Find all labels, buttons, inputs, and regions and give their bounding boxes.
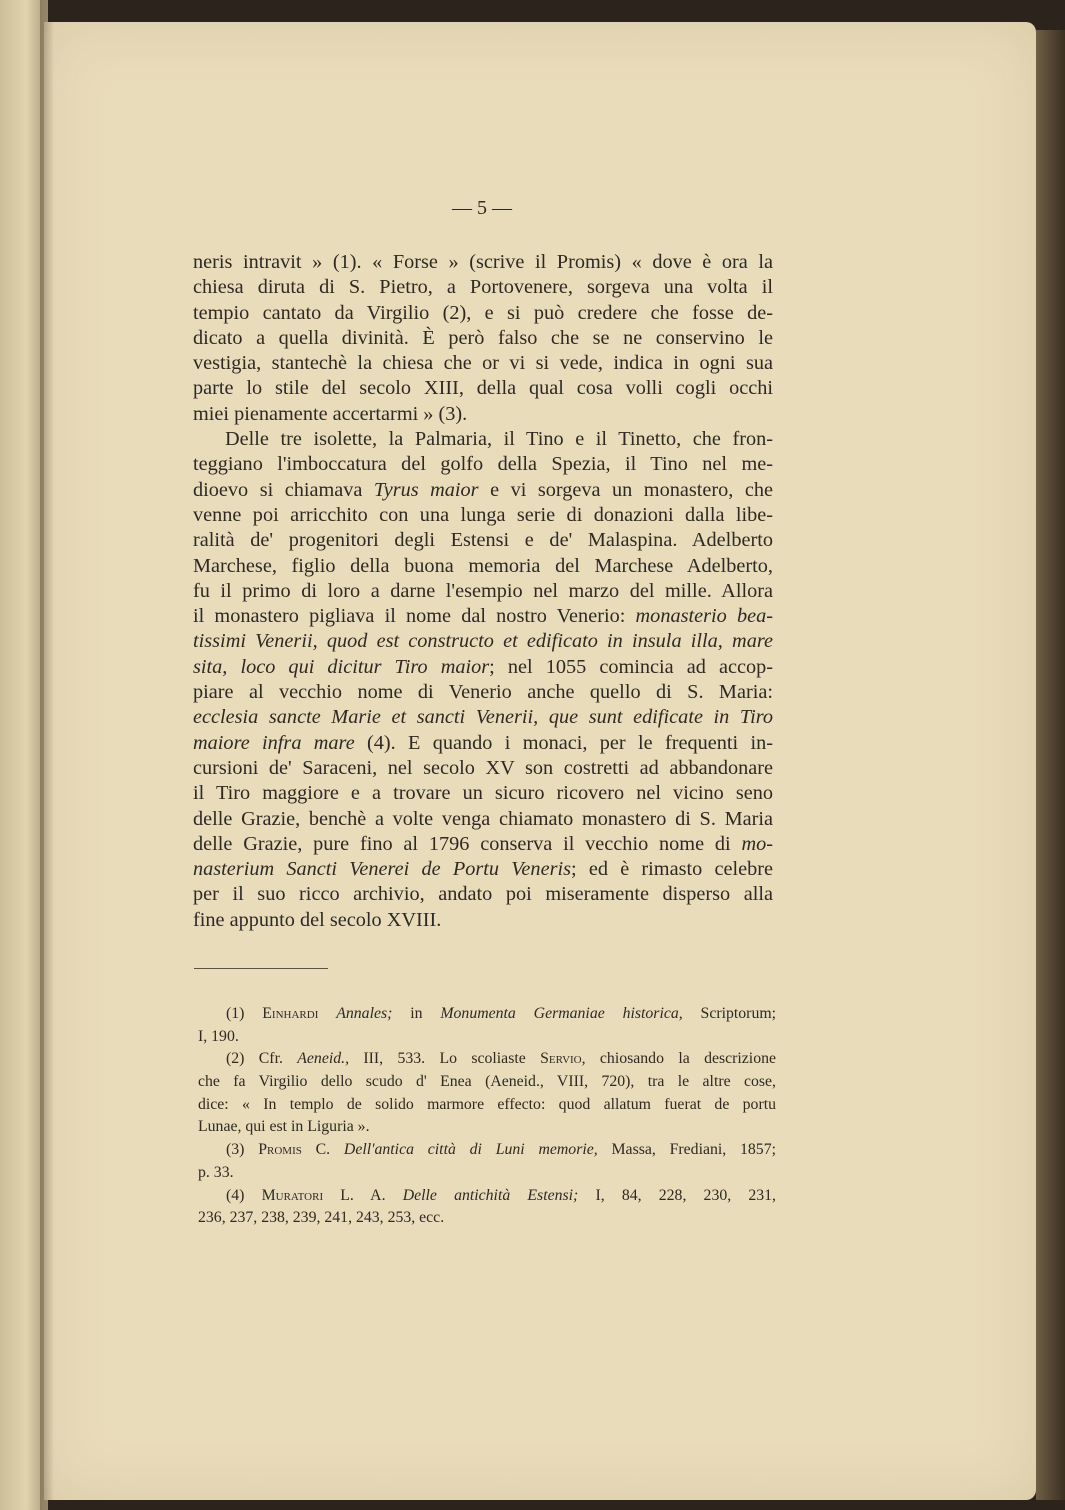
footnotes [198, 1003, 776, 1230]
body-line: dioevo si chiamava Tyrus maior e vi sorgeva un monastero, che [193, 478, 774, 501]
body-line: Delle tre isolette, la Palmaria, il Tino e il Tinetto, che fron- [225, 428, 773, 451]
footnote-3-cont: p. 33. [198, 1163, 234, 1181]
footnote-4: (4) Muratori L. A. Delle antichità Estensi; I, 84, 228, 230, 231, [226, 1186, 777, 1204]
body-line: teggiano l'imboccatura del golfo della Spezia, il Tino nel me- [193, 453, 773, 476]
body-line: tissimi Venerii, quod est constructo et edificato in insula illa, mare [193, 630, 773, 653]
body-line: piare al vecchio nome di Venerio anche quello di S. Maria: [193, 681, 773, 704]
body-line: per il suo ricco archivio, andato poi miseramente disperso alla [193, 883, 773, 906]
body-line: dicato a quella divinità. È però falso che se ne conservino le [193, 326, 773, 349]
body-line: parte lo stile del secolo XIII, della qual cosa volli cogli occhi [193, 377, 773, 400]
body-text [193, 250, 773, 933]
body-line: miei pienamente accertarmi » (3). [193, 402, 468, 425]
body-line: ralità de' progenitori degli Estensi e de' Malaspina. Adelberto [193, 529, 773, 552]
body-line: Marchese, figlio della buona memoria del Marchese Adelberto, [193, 554, 773, 577]
body-line: cursioni de' Saraceni, nel secolo XV son costretti ad abbandonare [193, 756, 773, 779]
body-line: il Tiro maggiore e a trovare un sicuro ricovero nel vicino seno [193, 782, 773, 805]
body-line: delle Grazie, benchè a volte venga chiamato monastero di S. Maria [193, 807, 773, 830]
body-line: maiore infra mare (4). E quando i monaci, per le frequenti in- [193, 731, 773, 754]
footnote-2-cont: Lunae, qui est in Liguria ». [198, 1118, 370, 1136]
body-line: fu il primo di loro a darne l'esempio nel marzo del mille. Allora [193, 579, 773, 602]
body-line: vestigia, stantechè la chiesa che or vi si vede, indica in ogni sua [193, 352, 773, 375]
footnote-4-cont: 236, 237, 238, 239, 241, 243, 253, ecc. [198, 1209, 445, 1227]
page-outer-edge [1036, 30, 1065, 1500]
footnote-2: (2) Cfr. Aeneid., III, 533. Lo scoliaste Servio, chiosando la descrizione [226, 1050, 777, 1068]
footnote-separator [194, 968, 328, 969]
footnote-1-cont: I, 190. [198, 1027, 239, 1045]
body-line: neris intravit » (1). « Forse » (scrive il Promis) « dove è ora la [193, 251, 773, 273]
body-line: chiesa diruta di S. Pietro, a Portovenere, sorgeva una volta il [193, 276, 773, 299]
body-line: sita, loco qui dicitur Tiro maior; nel 1055 comincia ad accop- [193, 655, 774, 678]
body-line: delle Grazie, pure fino al 1796 conserva il vecchio nome di mo- [193, 832, 773, 855]
body-line: nasterium Sancti Venerei de Portu Veneris; ed è rimasto celebre [193, 858, 773, 881]
footnote-3: (3) Promis C. Dell'antica città di Luni memorie, Massa, Frediani, 1857; [226, 1141, 776, 1159]
footnote-2-cont: che fa Virgilio dello scudo d' Enea (Aeneid., VIII, 720), tra le altre cose, [198, 1073, 776, 1091]
body-line: il monastero pigliava il nome dal nostro Venerio: monasterio bea- [193, 605, 773, 628]
footnote-2-cont: dice: « In templo de solido marmore effecto: quod allatum fuerat de portu [198, 1095, 776, 1113]
body-line: fine appunto del secolo XVIII. [193, 908, 442, 931]
body-line: venne poi arricchito con una lunga serie di donazioni dalla libe- [193, 503, 773, 526]
binding-shadow [40, 0, 54, 1510]
body-line: tempio cantato da Virgilio (2), e si può credere che fosse de- [193, 301, 773, 324]
body-line: ecclesia sancte Marie et sancti Venerii, que sunt edificate in Tiro [193, 706, 773, 729]
page-number: — 5 — [452, 197, 512, 219]
footnote-1: (1) Einhardi Annales; in Monumenta Germaniae historica, Scriptorum; [226, 1005, 777, 1022]
